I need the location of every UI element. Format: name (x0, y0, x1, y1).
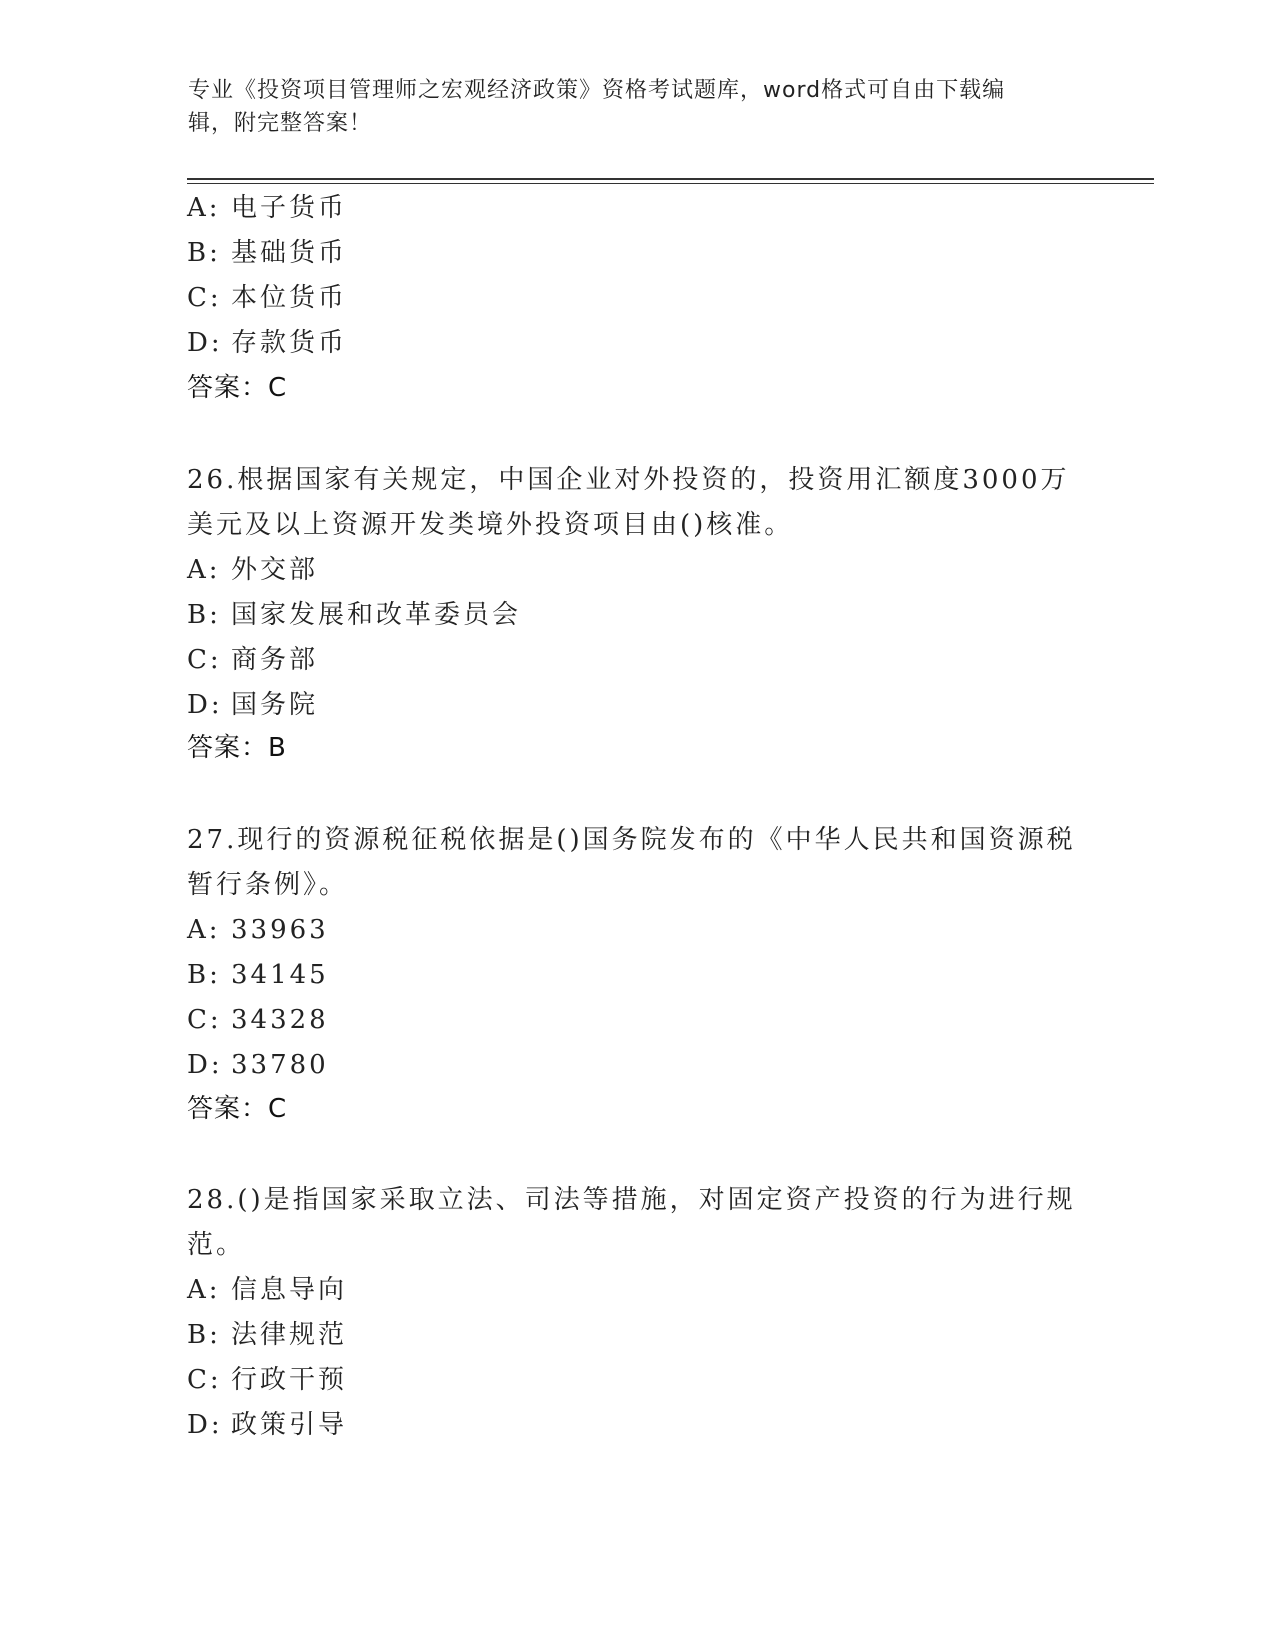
q28-option-a: A: 信息导向 (187, 1275, 348, 1305)
header-line-2: 辑，附完整答案！ (188, 111, 373, 136)
q27-stem-line-1: 27.现行的资源税征税依据是()国务院发布的《中华人民共和国资源税 (187, 825, 1076, 855)
q25-option-a: A: 电子货币 (187, 193, 348, 223)
q27-option-b: B: 34145 (187, 960, 329, 990)
q26-option-d: D: 国务院 (187, 690, 319, 720)
q28-stem-line-1: 28.()是指国家采取立法、司法等措施，对固定资产投资的行为进行规 (187, 1185, 1076, 1215)
q25-answer: 答案：C (187, 373, 288, 403)
header-divider-thin (187, 183, 1154, 184)
q25-option-c: C: 本位货币 (187, 283, 348, 313)
q27-option-c: C: 34328 (187, 1005, 329, 1035)
q28-option-c: C: 行政干预 (187, 1365, 348, 1395)
q26-option-b: B: 国家发展和改革委员会 (187, 600, 522, 630)
q27-answer: 答案：C (187, 1094, 288, 1124)
q28-stem-line-2: 范。 (187, 1230, 246, 1260)
q28-option-b: B: 法律规范 (187, 1320, 348, 1350)
q26-option-c: C: 商务部 (187, 645, 319, 675)
q26-stem-line-2: 美元及以上资源开发类境外投资项目由()核准。 (187, 510, 794, 540)
q26-option-a: A: 外交部 (187, 555, 319, 585)
q26-answer: 答案：B (187, 733, 287, 763)
q27-option-d: D: 33780 (187, 1050, 329, 1080)
q28-option-d: D: 政策引导 (187, 1410, 348, 1440)
q27-stem-line-2: 暂行条例》。 (187, 870, 349, 900)
header-line-1: 专业《投资项目管理师之宏观经济政策》资格考试题库，word格式可自由下载编 (188, 78, 1006, 103)
document-header (188, 74, 1088, 140)
q27-option-a: A: 33963 (187, 915, 329, 945)
header-divider-thick (187, 178, 1154, 180)
q26-stem-line-1: 26.根据国家有关规定，中国企业对外投资的，投资用汇额度3000万 (187, 465, 1070, 495)
q25-option-d: D: 存款货币 (187, 328, 348, 358)
q25-option-b: B: 基础货币 (187, 238, 348, 268)
